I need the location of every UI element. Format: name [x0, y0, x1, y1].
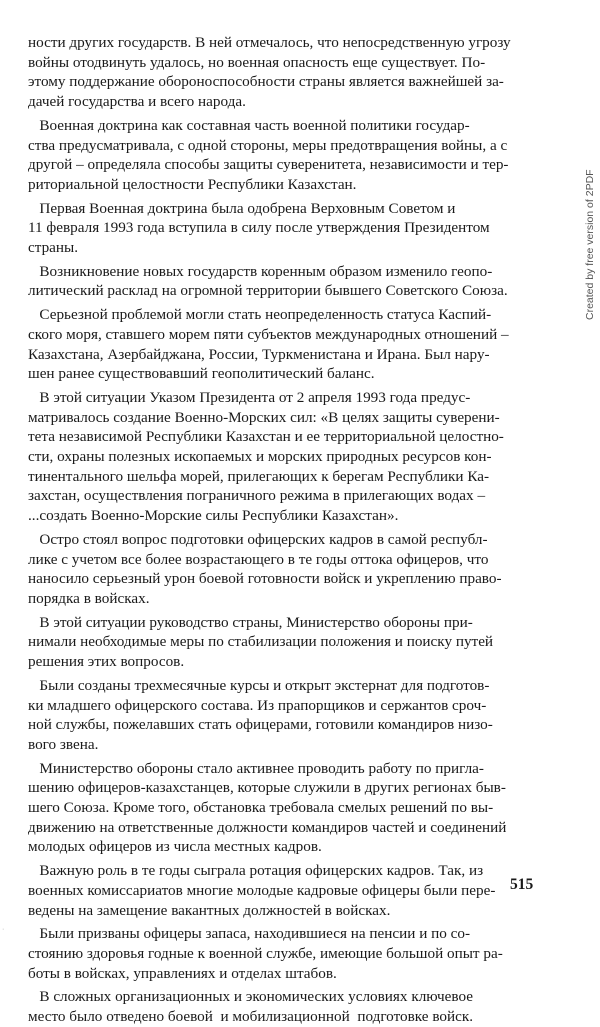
scan-artifact: ·	[2, 926, 5, 933]
text-line: тета независимой Республики Казахстан и ее территориальной целостно-	[28, 428, 504, 446]
text-line: Первая Военная доктрина была одобрена Верховным Советом и	[28, 199, 456, 217]
text-line: решения этих вопросов.	[28, 653, 185, 671]
page-number: 515	[510, 876, 534, 893]
text-line: ...создать Военно-Морские силы Республики Казахстан».	[28, 507, 399, 525]
text-line: ки младшего офицерского состава. Из прапорщиков и сержантов сроч-	[28, 696, 487, 714]
text-line: лике с учетом все более возрастающего в те годы оттока офицеров, что	[28, 550, 489, 568]
text-line: тинентального шельфа морей, прилегающих к берегам Республики Ка-	[28, 467, 490, 485]
text-line: шен ранее существовавший геополитический баланс.	[28, 365, 375, 383]
text-line: наносило серьезный урон боевой готовности войск и укреплению право-	[28, 570, 502, 588]
text-line: В сложных организационных и экономических условиях ключевое	[28, 988, 474, 1006]
text-line: ведены на замещение вакантных должностей в войсках.	[28, 901, 391, 919]
watermark-text: Created by free version of 2PDF	[584, 169, 596, 320]
body-text	[28, 33, 561, 1027]
text-line: литический расклад на огромной территории бывшего Советского Союза.	[28, 282, 508, 300]
text-line: сти, охраны полезных ископаемых и морских природных ресурсов кон-	[28, 448, 492, 466]
text-line: войны отодвинуть удалось, но военная опасность еще существует. По-	[28, 53, 486, 71]
text-line: Остро стоял вопрос подготовки офицерских кадров в самой республ-	[28, 530, 488, 548]
text-line: страны.	[28, 239, 79, 257]
text-line: В этой ситуации Указом Президента от 2 апреля 1993 года предус-	[28, 388, 471, 406]
text-line: матривалось создание Военно-Морских сил: «В целях защиты суверени-	[28, 408, 500, 426]
text-line: Были призваны офицеры запаса, находившиеся на пенсии и по со-	[28, 925, 471, 943]
text-line: другой – определяла способы защиты суверенитета, независимости и тер-	[28, 156, 509, 174]
text-line: Казахстана, Азербайджана, России, Туркменистана и Ирана. Был нару-	[28, 345, 490, 363]
text-line: ности других государств. В ней отмечалось, что непосредственную угрозу	[28, 34, 511, 51]
text-line: 11 февраля 1993 года вступила в силу после утверждения Президентом	[28, 219, 490, 237]
text-line: Серьезной проблемой могли стать неопределенность статуса Каспий-	[28, 306, 492, 324]
text-line: риториальной целостности Республики Казахстан.	[28, 175, 357, 193]
text-line: ной службы, пожелавших стать офицерами, готовили командиров низо-	[28, 716, 493, 734]
text-line: место было отведено боевой и мобилизационной подготовке войск.	[28, 1008, 474, 1026]
text-line: военных комиссариатов многие молодые кадровые офицеры были пере-	[28, 881, 496, 899]
text-line: Военная доктрина как составная часть военной политики государ-	[28, 116, 470, 134]
text-line: Важную роль в те годы сыграла ротация офицерских кадров. Так, из	[28, 862, 484, 880]
text-line: нимали необходимые меры по стабилизации положения и поиску путей	[28, 633, 494, 651]
text-line: дачей государства и всего народа.	[28, 93, 246, 111]
text-line: Возникновение новых государств коренным образом изменило геопо-	[28, 262, 493, 280]
text-line: В этой ситуации руководство страны, Министерство обороны при-	[28, 613, 473, 631]
text-line: стоянию здоровья годные к военной службе, имеющие большой опыт ра-	[28, 944, 503, 962]
text-line: вого звена.	[28, 735, 99, 753]
text-line: ства предусматривала, с одной стороны, меры предотвращения войны, а с	[28, 136, 508, 154]
text-line: боты в войсках, управлениях и отделах штабов.	[28, 964, 337, 982]
text-line: шению офицеров-казахстанцев, которые служили в других регионах быв-	[28, 779, 506, 797]
text-line: захстан, осуществления пограничного режима в прилегающих водах –	[28, 487, 486, 505]
text-line: Были созданы трехмесячные курсы и открыт экстернат для подготов-	[28, 676, 490, 694]
text-line: порядка в войсках.	[28, 589, 150, 607]
text-line: шего Союза. Кроме того, обстановка требовала смелых решений по вы-	[28, 799, 494, 817]
text-line: Министерство обороны стало активнее проводить работу по пригла-	[28, 759, 484, 777]
text-line: движению на ответственные должности командиров частей и соединений	[28, 818, 507, 836]
text-line: этому поддержание обороноспособности страны является важнейшей за-	[28, 73, 504, 91]
text-line: молодых офицеров из числа местных кадров.	[28, 838, 322, 856]
text-line: ского моря, ставшего морем пяти субъектов международных отношений –	[28, 325, 509, 343]
